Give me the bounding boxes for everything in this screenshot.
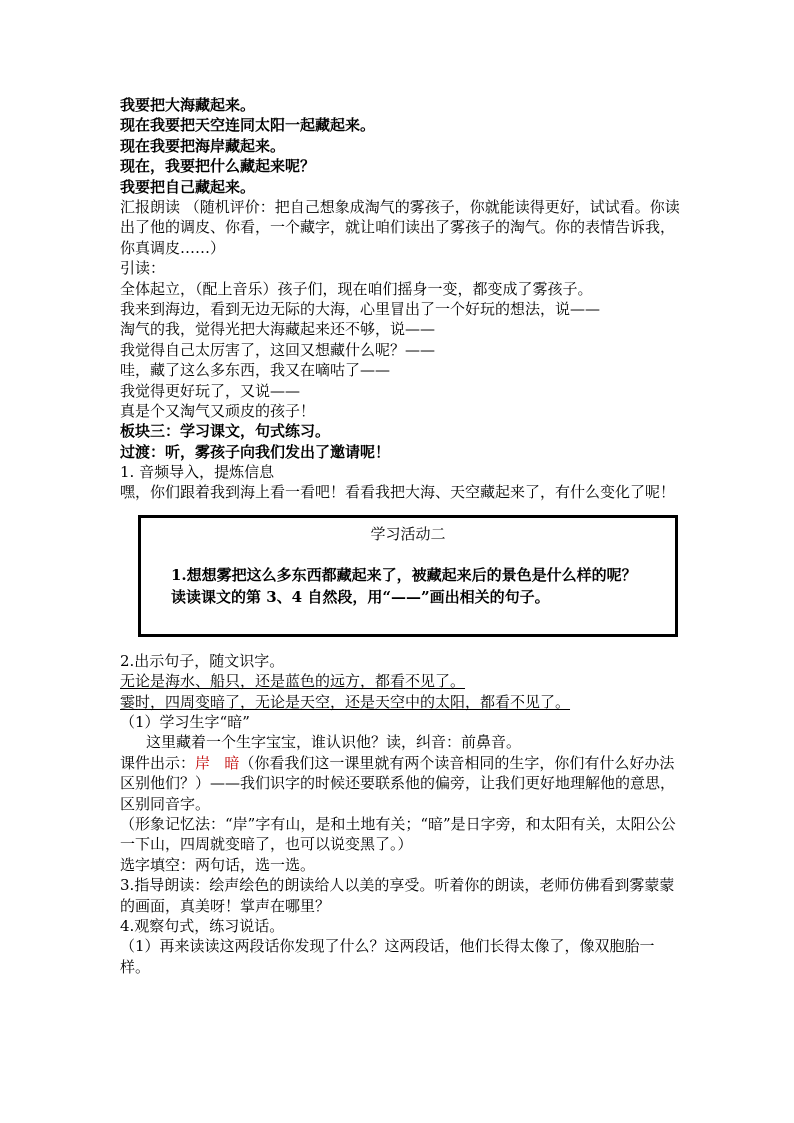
- text-line: 真是个又淘气又顽皮的孩子！: [120, 401, 316, 420]
- activity-box-body: [171, 564, 671, 608]
- text-line: 现在我要把天空连同太阳一起藏起来。: [120, 116, 376, 135]
- text-line: 全体起立，（配上音乐）孩子们，现在咱们摇身一变，都变成了雾孩子。: [120, 279, 593, 298]
- text-line: 我要把自己藏起来。: [120, 177, 256, 196]
- section-heading: 板块三：学习课文，句式练习。: [120, 422, 331, 441]
- text-line: 2.出示句子，随文识字。: [120, 651, 285, 670]
- text-line: 淘气的我，觉得光把大海藏起来还不够，说——: [120, 320, 436, 339]
- underlined-sentence: 霎时，四周变暗了，无论是天空，还是天空中的太阳，都看不见了。: [120, 692, 571, 711]
- transition-line: 过渡：听，雾孩子向我们发出了邀请呢！: [120, 442, 391, 461]
- paragraph-huibao: 汇报朗读 （随机评价：把自己想象成淘气的雾孩子，你就能读得更好，试试看。你读出了他的调皮、你看，一个藏字，就让咱们读出了雾孩子的淘气。你的表情告诉我，你真调皮……）: [120, 197, 680, 257]
- text-line: 我觉得自己太厉害了，这回又想藏什么呢？——: [120, 340, 436, 359]
- paragraph-hei: 嘿，你们跟着我到海上看一看吧！看看我把大海、天空藏起来了，有什么变化了呢！: [120, 483, 676, 502]
- paragraph-guidance: 3.指导朗读：绘声绘色的朗读给人以美的享受。听着你的朗读，老师仿佛看到雾蒙蒙的画面，真美呀！掌声在哪里？: [120, 876, 675, 915]
- paragraph-memory: （形象记忆法：“岸”字有山，是和土地有关；“暗”是日字旁，和太阳有关，太阳公公一下山，四周就变暗了，也可以说变黑了。）: [120, 815, 676, 854]
- paragraph-kejian: [120, 753, 680, 814]
- kejian-prefix: 课件出示：: [120, 753, 196, 772]
- kejian-rest: （你看我们这一课里就有两个读音相同的生字，你们有什么好办法区别他们？）——我们识字的时候还要联系他的偏旁，让我们更好地理解他的意思，区别同音字。: [120, 753, 676, 813]
- underlined-sentence: 无论是海水、船只，还是蓝色的远方，都看不见了。: [120, 672, 466, 691]
- document-body: [120, 95, 680, 977]
- highlight-char-an: 岸: [195, 753, 211, 772]
- text-line: 哇，藏了这么多东西，我又在嘀咕了——: [120, 361, 391, 380]
- activity-box-line: 读读课文的第 3、4 自然段，用“——”画出相关的句子。: [171, 587, 550, 606]
- activity-box-title: 学习活动二: [370, 524, 446, 543]
- text-line: 选字填空：两句话，选一选。: [120, 855, 316, 874]
- text-line: 1. 音频导入，提炼信息: [120, 463, 275, 482]
- text-line: 引读：: [120, 259, 166, 278]
- activity-box: [138, 515, 678, 637]
- activity-box-line: 1.想想雾把这么多东西都藏起来了，被藏起来后的景色是什么样的呢？: [171, 565, 637, 584]
- text-line: 现在，我要把什么藏起来呢？: [120, 157, 316, 176]
- text-line: 我要把大海藏起来。: [120, 96, 256, 114]
- text-line: 我来到海边，看到无边无际的大海，心里冒出了一个好玩的想法，说——: [120, 299, 601, 318]
- text-line: （1）学习生字“暗”: [120, 713, 250, 732]
- text-line: 这里藏着一个生字宝宝，谁认识他？读，纠音：前鼻音。: [146, 733, 522, 752]
- paragraph-compare: （1）再来读读这两段话你发现了什么？这两段话，他们长得太像了，像双胞胎一样。: [120, 937, 655, 976]
- text-line: 4.观察句式，练习说话。: [120, 917, 285, 936]
- text-line: 现在我要把海岸藏起来。: [120, 136, 286, 155]
- text-line: 我觉得更好玩了，又说——: [120, 381, 301, 400]
- highlight-char-an-dark: 暗: [224, 753, 240, 772]
